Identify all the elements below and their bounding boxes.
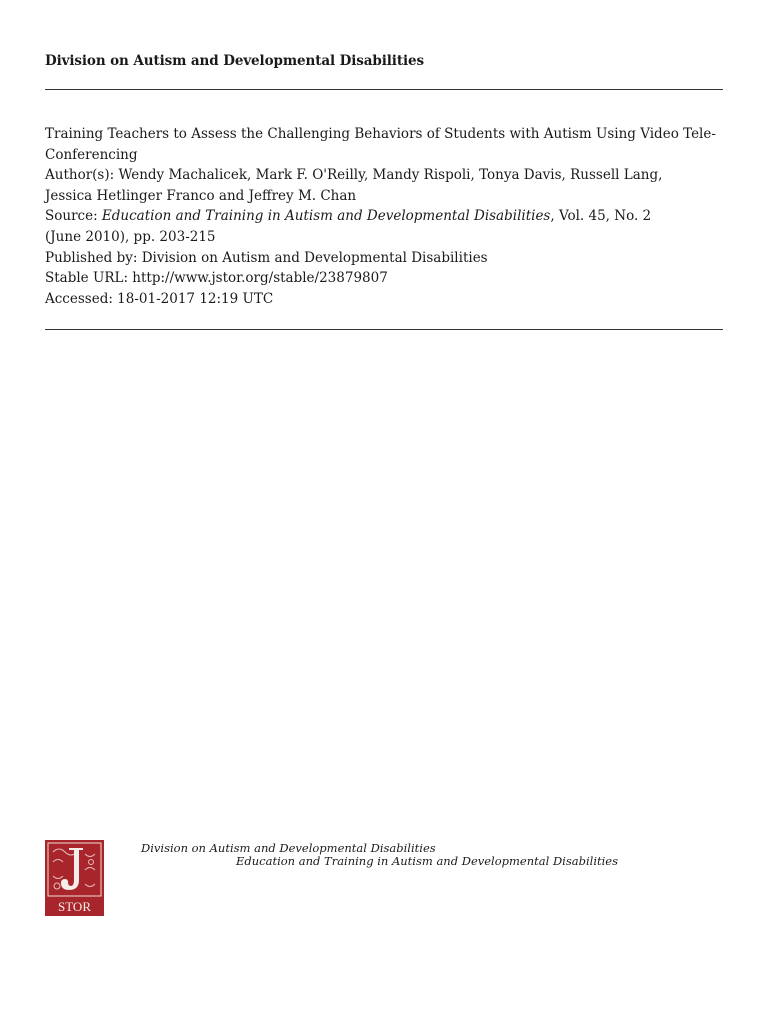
article-metadata (45, 124, 725, 309)
authors-line-2: Jessica Hetlinger Franco and Jeffrey M. Chan (45, 187, 357, 204)
source-details: , Vol. 45, No. 2 (550, 208, 652, 225)
header-publisher: Division on Autism and Developmental Disabilities (45, 53, 424, 69)
bottom-divider (45, 329, 723, 330)
source-date-pages: (June 2010), pp. 203-215 (45, 228, 216, 245)
footer-publisher: Division on Autism and Developmental Disabilities (141, 841, 436, 855)
top-divider (45, 89, 723, 90)
jstor-logo-icon (45, 840, 104, 916)
source-journal: Education and Training in Autism and Developmental Disabilities (101, 208, 551, 225)
source-line (45, 206, 725, 227)
footer-journal: Education and Training in Autism and Developmental Disabilities (236, 854, 619, 868)
stable-url[interactable]: Stable URL: http://www.jstor.org/stable/23879807 (45, 270, 388, 287)
published-by: Published by: Division on Autism and Developmental Disabilities (45, 249, 488, 266)
article-title: Training Teachers to Assess the Challenging Behaviors of Students with Autism Using Video Tele-Conferencing (45, 126, 716, 163)
accessed-date: Accessed: 18-01-2017 12:19 UTC (45, 290, 274, 307)
source-label: Source: (45, 208, 102, 225)
authors-names-part1: Wendy Machalicek, Mark F. O'Reilly, Mandy Rispoli, Tonya Davis, Russell Lang, (118, 167, 663, 184)
authors-line-1 (45, 165, 725, 186)
logo-text: STOR (58, 899, 91, 914)
authors-label: Author(s): (45, 167, 119, 184)
